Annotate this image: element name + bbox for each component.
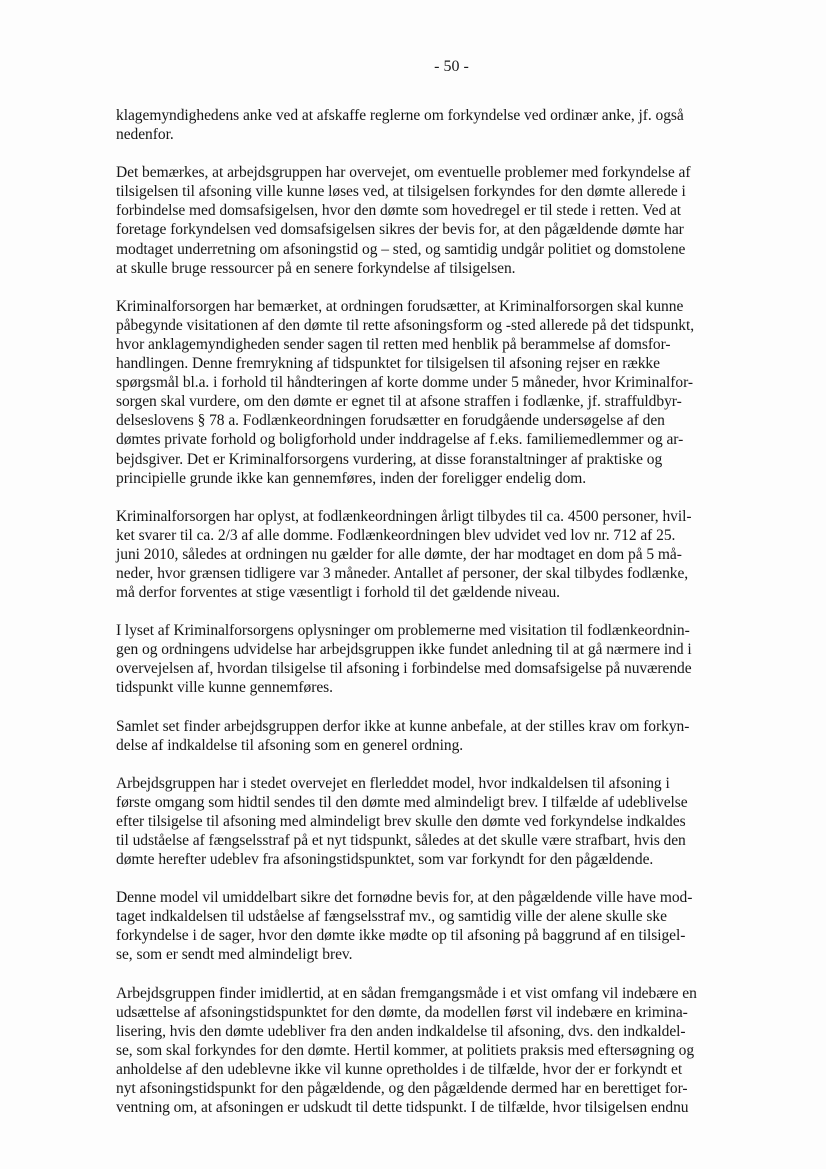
text-line: tidspunkt ville kunne gennemføres. [116, 679, 333, 697]
text-line: sorgen skal vurdere, om den dømte er egnet til at afsone straffen i fodlænke, jf. straffuldbyr- [116, 393, 682, 411]
text-line: taget indkaldelsen til udståelse af fængselsstraf mv., og samtidig ville der alene skulle ske [116, 908, 667, 926]
text-line: Kriminalforsorgen har bemærket, at ordningen forudsætter, at Kriminalforsorgen skal kunne [116, 297, 684, 315]
text-line: foretage forkyndelsen ved domsafsigelsen sikres der bevis for, at den pågældende dømte har [116, 221, 684, 239]
text-line: Samlet set finder arbejdsgruppen derfor ikke at kunne anbefale, at der stilles krav om forkyn- [116, 717, 690, 735]
paragraph [116, 774, 756, 869]
text-line: delse af indkaldelse til afsoning som en generel ordning. [116, 736, 464, 754]
paragraph [116, 163, 756, 278]
text-line: hvor anklagemyndigheden sender sagen til retten med henblik på berammelse af domsfor- [116, 335, 671, 353]
paragraph [116, 297, 756, 488]
paragraph [116, 621, 756, 697]
text-line: I lyset af Kriminalforsorgens oplysninger om problemerne med visitation til fodlænkeordnin- [116, 622, 690, 640]
paragraph [116, 888, 756, 964]
text-line: spørgsmål bl.a. i forhold til håndteringen af korte domme under 5 måneder, hvor Kriminalfor- [116, 374, 693, 392]
text-line: gen og ordningens udvidelse har arbejdsgruppen ikke fundet anledning til at gå nærmere ind i [116, 641, 692, 659]
text-line: handlingen. Denne fremrykning af tidspunktet for tilsigelsen til afsoning rejser en række [116, 355, 660, 373]
text-line: påbegynde visitationen af den dømte til rette afsoningsform og -sted allerede på det tidspunkt, [116, 316, 695, 334]
text-line: se, som skal forkyndes for den dømte. Hertil kommer, at politiets praksis med eftersøgning og [116, 1041, 695, 1059]
text-line: at skulle bruge ressourcer på en senere forkyndelse af tilsigelsen. [116, 259, 516, 277]
text-line: efter tilsigelse til afsoning med almindeligt brev skulle den dømte ved forkyndelse indkaldes [116, 812, 686, 830]
text-line: modtaget underretning om afsoningstid og – sted, og samtidig undgår politiet og domstolene [116, 240, 686, 258]
text-line: se, som er sendt med almindeligt brev. [116, 946, 353, 964]
paragraph [116, 507, 756, 602]
text-line: delseslovens § 78 a. Fodlænkeordningen forudsætter en forudgående undersøgelse af den [116, 412, 665, 430]
text-line: forkyndelse i de sager, hvor den dømte ikke mødte op til afsoning på baggrund af en tilsigel- [116, 927, 686, 945]
page-number: - 50 - [434, 58, 469, 75]
text-line: ventning om, at afsoningen er udskudt til dette tidspunkt. I de tilfælde, hvor tilsigelsen endnu [116, 1099, 689, 1117]
text-line: principielle grunde ikke kan gennemføres, inden der foreligger endelig dom. [116, 469, 587, 487]
text-line: overvejelsen af, hvordan tilsigelse til afsoning i forbindelse med domsafsigelse på nuværende [116, 660, 692, 678]
text-line: klagemyndighedens anke ved at afskaffe reglerne om forkyndelse ved ordinær anke, jf. også [116, 107, 684, 124]
text-line: ket svarer til ca. 2/3 af alle domme. Fodlænkeordningen blev udvidet ved lov nr. 712 af 25. [116, 526, 676, 544]
text-line: første omgang som hidtil sendes til den dømte med almindeligt brev. I tilfælde af udeblivelse [116, 793, 688, 811]
text-line: tilsigelsen til afsoning ville kunne løses ved, at tilsigelsen forkyndes for den dømte allerede i [116, 183, 686, 201]
text-line: nedenfor. [116, 126, 174, 144]
text-line: anholdelse af den udeblevne ikke vil kunne opretholdes i de tilfælde, hvor der er forkyndt et [116, 1060, 683, 1078]
paragraph [116, 717, 756, 755]
text-line: bejdsgiver. Det er Kriminalforsorgens vurdering, at disse foranstaltninger af praktiske og [116, 450, 663, 468]
text-line: dømtes private forhold og boligforhold under inddragelse af f.eks. familiemedlemmer og ar- [116, 431, 684, 449]
paragraph [116, 106, 756, 144]
text-line: neder, hvor grænsen tidligere var 3 måneder. Antallet af personer, der skal tilbydes fodlænke, [116, 564, 689, 582]
text-line: til udståelse af fængselsstraf på et nyt tidspunkt, således at det skulle være strafbart, hvis den [116, 832, 686, 849]
text-line: Det bemærkes, at arbejdsgruppen har overvejet, om eventuelle problemer med forkyndelse af [116, 164, 691, 182]
body-text [116, 106, 756, 1136]
text-line: udsættelse af afsoningstidspunktet for den dømte, da modellen først vil indebære en krimina- [116, 1003, 688, 1021]
text-line: Arbejdsgruppen har i stedet overvejet en flerleddet model, hvor indkaldelsen til afsoning i [116, 774, 670, 792]
text-line: Kriminalforsorgen har oplyst, at fodlænkeordningen årligt tilbydes til ca. 4500 personer, hvil- [116, 507, 692, 525]
text-line: Arbejdsgruppen finder imidlertid, at en sådan fremgangsmåde i et vist omfang vil indebære en [116, 984, 697, 1002]
text-line: lisering, hvis den dømte udebliver fra den anden indkaldelse til afsoning, dvs. den indkaldel- [116, 1022, 686, 1040]
text-line: forbindelse med domsafsigelsen, hvor den dømte som hovedregel er til stede i retten. Ved at [116, 202, 682, 220]
text-line: Denne model vil umiddelbart sikre det fornødne bevis for, at den pågældende ville have mod- [116, 889, 693, 907]
paragraph [116, 984, 756, 1118]
text-line: må derfor forventes at stige væsentligt i forhold til det gældende niveau. [116, 584, 560, 602]
text-line: nyt afsoningstidspunkt for den pågældende, og den pågældende dermed har en berettiget for- [116, 1080, 688, 1098]
text-line: dømte herefter udeblev fra afsoningstidspunktet, som var forkyndt for den pågældende. [116, 851, 654, 869]
text-line: juni 2010, således at ordningen nu gælder for alle dømte, der har modtaget en dom på 5 må- [116, 545, 682, 563]
